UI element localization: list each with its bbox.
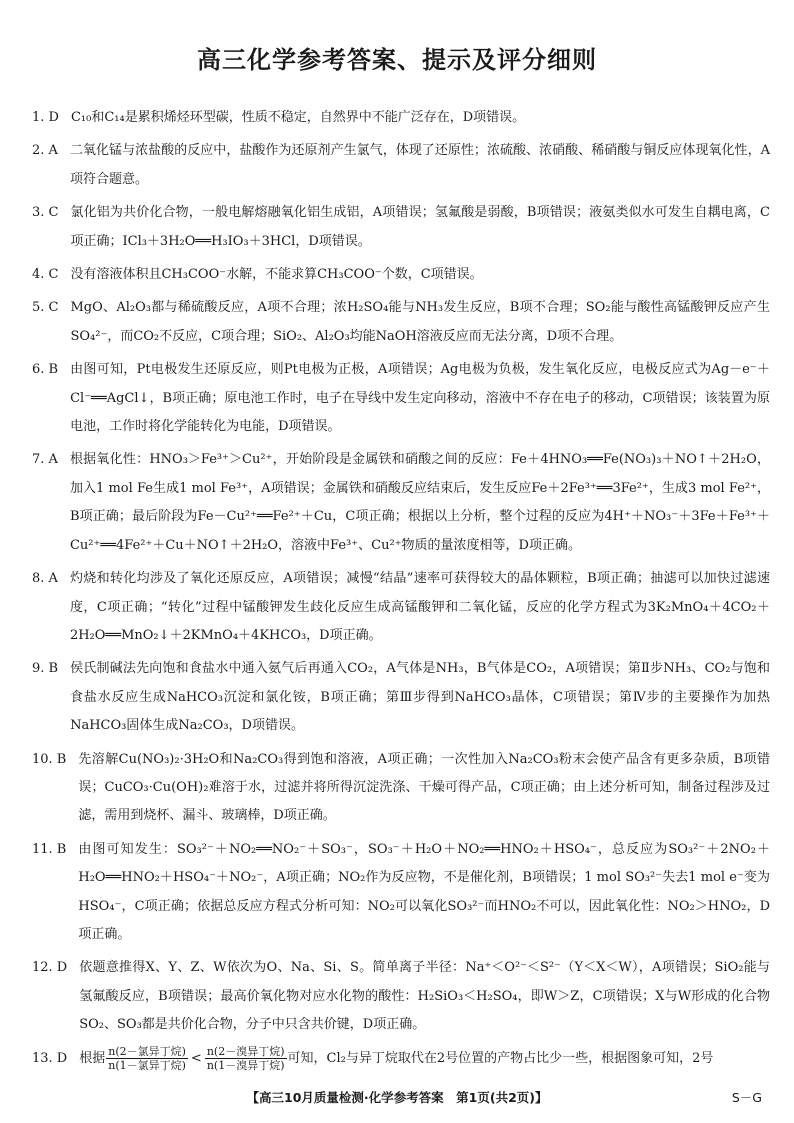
answer-item [32, 954, 770, 1039]
fraction-denominator: n(1－溴异丁烷) [206, 1058, 285, 1072]
answer-explanation: 由图可知，Pt电极发生还原反应，则Pt电极为正极，A项错误；Ag电极为负极，发生氧化反应，电极反应式为Ag－e⁻＋Cl⁻══AgCl↓，B项正确；原电池工作时，电子在导线中发生定向移动，溶液中不存在电子的移动，C项错误；该装置为原电池，工作时将化学能转化为电能，D项错误。 [70, 362, 770, 435]
fraction-bromo [205, 1045, 287, 1072]
paper-code: S－G [731, 1090, 762, 1105]
footer-caption: 【高三10月质量检测·化学参考答案 第1页(共2页)】 [246, 1090, 548, 1105]
answer-explanation: 根据氧化性：HNO₃＞Fe³⁺＞Cu²⁺，开始阶段是金属铁和硝酸之间的反应：Fe＋4HNO₃══Fe(NO₃)₃＋NO↑＋2H₂O，加入1 mol Fe生成1 mol Fe³⁺，A项错误；金属铁和硝酸反应结束后，发生反应Fe＋2Fe³⁺══3Fe²⁺，生成3 mol Fe²⁺，B项正确；最后阶段为Fe－Cu²⁺══Fe²⁺＋Cu，C项正确；根据以上分析，整个过程的反应为4H⁺＋NO₃⁻＋3Fe＋Fe³⁺＋Cu²⁺══4Fe²⁺＋Cu＋NO↑＋2H₂O，溶液中Fe³⁺、Cu²⁺物质的量浓度相等，D项正确。 [69, 452, 770, 553]
fraction-chloro [106, 1045, 188, 1072]
answer-explanation: 侯氏制碱法先向饱和食盐水中通入氨气后再通入CO₂，A气体是NH₃，B气体是CO₂，A项错误；第Ⅱ步NH₃、CO₂与饱和食盐水反应生成NaHCO₃沉淀和氯化铵，B项正确；第Ⅲ步得到NaHCO₃晶体，C项错误；第Ⅳ步的主要操作为加热NaHCO₃固体生成Na₂CO₃，D项错误。 [70, 661, 770, 734]
answer-number: 11. B [32, 841, 67, 857]
answer-explanation: MgO、Al₂O₃都与稀硫酸反应，A项不合理；浓H₂SO₄能与NH₃发生反应，B项不合理；SO₂能与酸性高锰酸钾反应产生SO₄²⁻，而CO₂不反应，C项合理；SiO₂、Al₂O₃均能NaOH溶液反应而无法分离，D项不合理。 [70, 300, 770, 344]
answer-number: 8. A [32, 571, 58, 587]
answer-item [32, 199, 770, 256]
less-than-sign: < [190, 1050, 202, 1066]
answer-explanation: 由图可知发生：SO₃²⁻＋NO₂══NO₂⁻＋SO₃⁻，SO₃⁻＋H₂O＋NO₂══HNO₂＋HSO₄⁻，总反应为SO₃²⁻＋2NO₂＋H₂O══HNO₂＋HSO₄⁻＋NO₂⁻，A项正确；NO₂作为反应物，不是催化剂，B项错误；1 mol SO₃²⁻失去1 mol e⁻变为HSO₄⁻，C项正确；依据总反应方程式分析可知：NO₂可以氧化SO₃²⁻而HNO₂不可以，因此氧化性：NO₂＞HNO₂，D项正确。 [78, 841, 770, 942]
answer-item [32, 655, 770, 740]
answer-item [32, 446, 770, 560]
answer-number: 10. B [32, 751, 67, 767]
answer-explanation: 依题意推得X、Y、Z、W依次为O、Na、Si、S。简单离子半径：Na⁺＜O²⁻＜S²⁻（Y＜X＜W），A项错误；SiO₂能与氢氟酸反应，B项错误；最高价氧化物对应水化物的酸性：H₂SiO₃＜H₂SO₄，即W＞Z，C项错误；X与W形成的化合物SO₂、SO₃都是共价化合物，分子中只含共价键，D项正确。 [79, 960, 770, 1033]
fraction-denominator: n(1－氯异丁烷) [108, 1058, 186, 1072]
answer-item [32, 104, 770, 132]
answer-number: 12. D [32, 960, 68, 976]
answer-number: 13. D [32, 1050, 68, 1066]
answer-explanation: 先溶解Cu(NO₃)₂·3H₂O和Na₂CO₃得到饱和溶液，A项正确；一次性加入Na₂CO₃粉末会使产品含有更多杂质，B项错误；CuCO₃·Cu(OH)₂难溶于水，过滤并将所得沉淀洗涤、干燥可得产品，C项正确；由上述分析可知，制备过程涉及过滤，需用到烧杯、漏斗、玻璃棒，D项正确。 [78, 751, 770, 824]
lead-text: 根据 [79, 1050, 106, 1066]
answer-explanation [79, 1045, 770, 1073]
answer-item [32, 356, 770, 441]
page-title: 高三化学参考答案、提示及评分细则 [197, 46, 597, 74]
answer-number: 1. D [32, 110, 59, 125]
answer-item [32, 836, 770, 950]
tail-text: 可知，Cl₂与异丁烷取代在2号位置的产物占比少一些，根据图象可知，2号 [287, 1050, 714, 1066]
answer-item [32, 746, 770, 831]
answer-number: 3. C [32, 205, 59, 221]
answer-item [32, 261, 770, 289]
answer-number: 9. B [32, 661, 59, 677]
fraction-numerator: n(2－氯异丁烷) [108, 1044, 186, 1058]
answer-item [32, 294, 770, 351]
answer-number: 4. C [32, 267, 59, 283]
answer-number: 5. C [32, 300, 59, 316]
answer-list [32, 104, 770, 1078]
answer-item [32, 565, 770, 650]
answer-explanation: 灼烧和转化均涉及了氧化还原反应，A项错误；减慢“结晶”速率可获得较大的晶体颗粒，B项正确；抽滤可以加快过滤速度，C项正确；“转化”过程中锰酸钾发生歧化反应生成高锰酸钾和二氧化锰，反应的化学方程式为3K₂MnO₄＋4CO₂＋2H₂O══MnO₂↓＋2KMnO₄＋4KHCO₃，D项正确。 [69, 571, 770, 643]
answer-number: 7. A [32, 452, 58, 468]
answer-number: 6. B [32, 362, 59, 378]
answer-number: 2. A [32, 143, 58, 159]
answer-explanation: 氯化铝为共价化合物，一般电解熔融氧化铝生成铝，A项错误；氢氟酸是弱酸，B项错误；液氨类似水可发生自耦电离，C项正确；ICl₃＋3H₂O══H₃IO₃＋3HCl，D项错误。 [70, 205, 770, 249]
answer-item [32, 137, 770, 194]
fraction-numerator: n(2－溴异丁烷) [206, 1044, 285, 1058]
answer-explanation: 二氧化锰与浓盐酸的反应中，盐酸作为还原剂产生氯气，体现了还原性；浓硫酸、浓硝酸、稀硝酸与铜反应体现氧化性，A项符合题意。 [69, 143, 770, 187]
answer-item-13 [32, 1045, 770, 1073]
page-footer [0, 1088, 794, 1112]
answer-explanation: C₁₀和C₁₄是累积烯烃环型碳，性质不稳定，自然界中不能广泛存在，D项错误。 [70, 110, 526, 125]
answer-explanation: 没有溶液体积且CH₃COO⁻水解，不能求算CH₃COO⁻个数，C项错误。 [70, 267, 483, 283]
